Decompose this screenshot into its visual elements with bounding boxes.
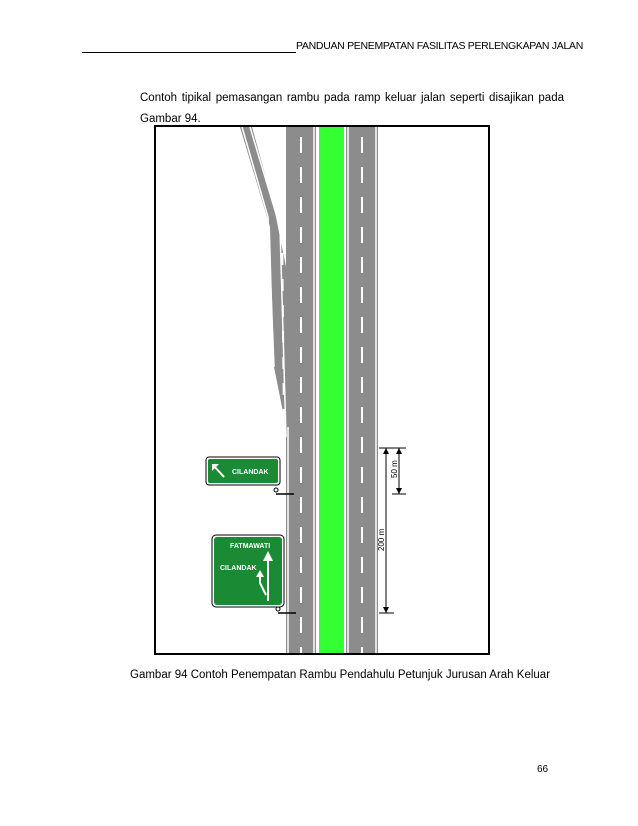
sign-post-marker	[274, 488, 278, 492]
figure-caption: Gambar 94 Contoh Penempatan Rambu Pendahulu Petunjuk Jurusan Arah Keluar	[130, 669, 551, 681]
figure-94	[154, 125, 490, 655]
intro-paragraph: Contoh tipikal pemasangan rambu pada ramp keluar jalan seperti disajikan pada Gambar 94.	[140, 92, 564, 125]
road-diagram	[156, 127, 490, 655]
advance-sign-small	[206, 457, 280, 485]
sign-small-destination: CILANDAK	[232, 469, 269, 476]
dimension-200m-label: 200 m	[377, 528, 386, 551]
advance-sign-large	[212, 535, 284, 607]
page-number: 66	[537, 764, 549, 775]
green-median	[319, 127, 344, 655]
sign-large-exit-destination: CILANDAK	[220, 565, 257, 572]
header-rule	[82, 52, 296, 53]
dimension-50m-label: 50 m	[390, 460, 399, 478]
running-header: PANDUAN PENEMPATAN FASILITAS PERLENGKAPAN JALAN	[296, 40, 583, 52]
sign-large-straight-destination: FATMAWATI	[230, 543, 271, 550]
dimension-50m	[390, 448, 406, 494]
sign-post-marker	[276, 607, 280, 611]
